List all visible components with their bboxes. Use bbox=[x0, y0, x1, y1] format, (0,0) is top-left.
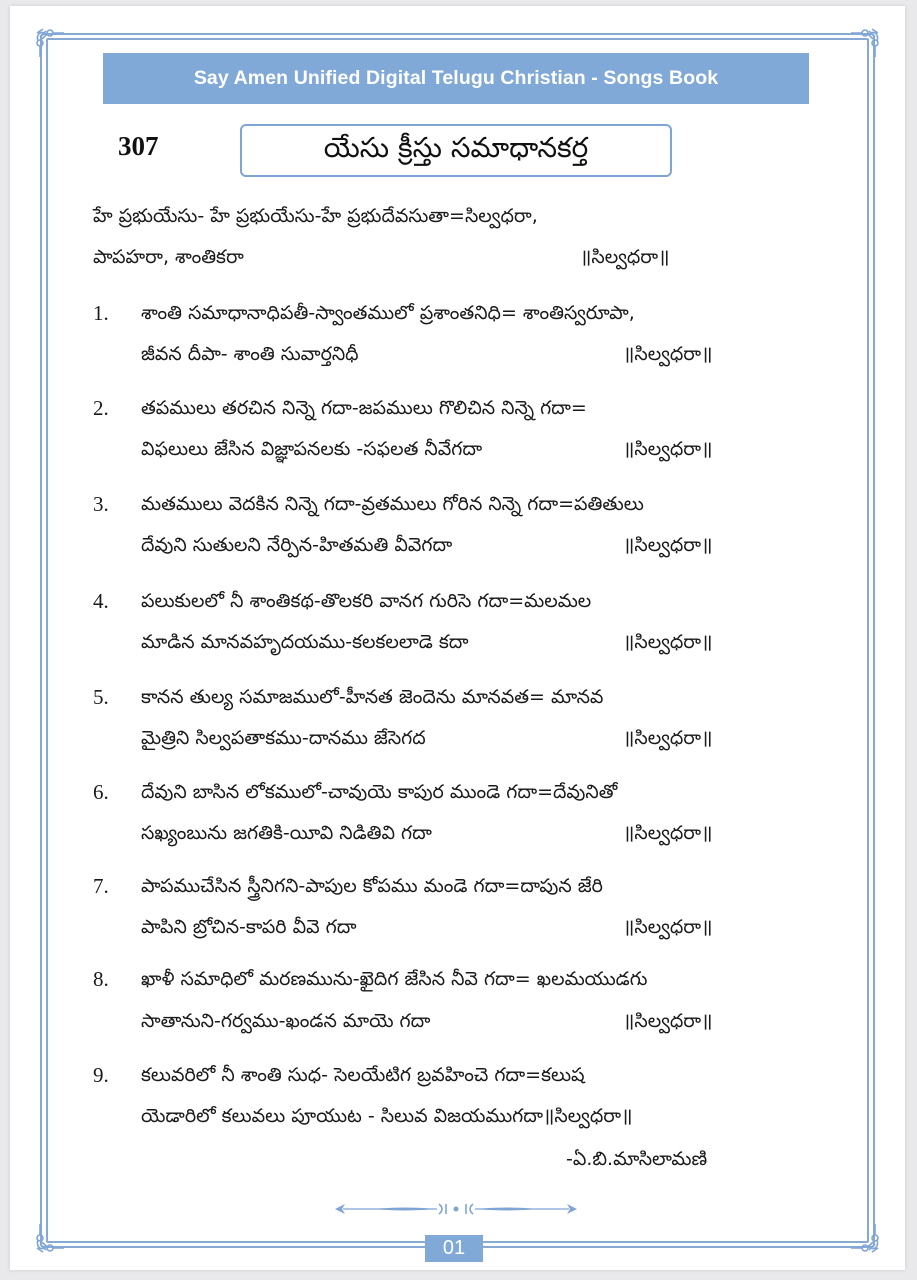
verse-line: కలువరిలో నీ శాంతి సుధ- సెలయేటిగ బ్రవహించె గదా=కలుష bbox=[141, 1064, 585, 1086]
verse-line: తపములు తరచిన నిన్నె గదా-జపములు గొలిచిన నిన్నె గదా= bbox=[141, 397, 587, 419]
verse-line: మాడిన మానవహృదయము-కలకలలాడె కదా bbox=[141, 631, 469, 653]
verse-line: యెడారిలో కలువలు పూయుట - సిలువ విజయముగదా॥సిల్వధరా॥ bbox=[141, 1105, 633, 1127]
song-number: 307 bbox=[118, 131, 159, 161]
verse-line: సాతానుని-గర్వము-ఖండన మాయె గదా bbox=[141, 1010, 431, 1032]
verse-number: 4. bbox=[93, 589, 109, 613]
verse-number: 1. bbox=[93, 301, 109, 325]
refrain-tag: ॥సిల్వధరా॥ bbox=[623, 631, 713, 653]
verse-number: 5. bbox=[93, 685, 109, 709]
verse-line: మైత్రిని సిల్వపతాకము-దానము జేసెగద bbox=[141, 727, 426, 749]
refrain-tag: ॥సిల్వధరా॥ bbox=[623, 916, 713, 938]
verse-number: 2. bbox=[93, 396, 109, 420]
verse-line: దేవుని బాసిన లోకములో-చావుయె కాపుర ముండె గదా=దేవునితో bbox=[141, 781, 618, 803]
page-number bbox=[425, 1235, 483, 1262]
verse-number: 3. bbox=[93, 492, 109, 516]
refrain-tag: ॥సిల్వధరా॥ bbox=[623, 822, 713, 844]
verse-line: కానన తుల్య సమాజములో-హీనత జెందెను మానవత= మానవ bbox=[141, 686, 604, 708]
verse-line: మతములు వెదకిన నిన్నె గదా-వ్రతములు గోరిన నిన్నె గదా=పతితులు bbox=[141, 493, 644, 515]
verse-line: పాపిని బ్రోచిన-కాపరి వీవె గదా bbox=[141, 916, 357, 938]
corner-flourish-icon bbox=[847, 1220, 881, 1254]
verse-line: జీవన దీపా- శాంతి సువార్తనిధీ bbox=[141, 343, 359, 365]
corner-flourish-icon bbox=[34, 1220, 68, 1254]
refrain-tag: ॥సిల్వధరా॥ bbox=[623, 534, 713, 556]
song-title-box bbox=[240, 124, 672, 177]
refrain-line: పాపహరా, శాంతికరా bbox=[93, 246, 244, 268]
verse-line: విఫలులు జేసిన విజ్ఞాపనలకు -సఫలత నీవేగదా bbox=[141, 438, 483, 460]
divider-ornament-icon bbox=[333, 1198, 579, 1220]
corner-flourish-icon bbox=[847, 27, 881, 61]
verse-line: పాపముచేసిన స్త్రీనిగని-పాపుల కోపము మండె గదా=దాపున జేరి bbox=[141, 875, 603, 897]
refrain-line: హే ప్రభుయేసు- హే ప్రభుయేసు-హే ప్రభుదేవసుతా=సిల్వధరా, bbox=[93, 205, 538, 227]
verse-line: సఖ్యంబును జగతికి-యీవి నిడితివి గదా bbox=[141, 822, 432, 844]
verse-line: దేవుని సుతులని నేర్పిన-హితమతి వీవెగదా bbox=[141, 534, 453, 556]
song-title: యేసు క్రీస్తు సమాధానకర్త bbox=[323, 130, 589, 164]
refrain-tag: ॥సిల్వధరా॥ bbox=[623, 1010, 713, 1032]
verse-number: 8. bbox=[93, 967, 109, 991]
verse-number: 6. bbox=[93, 780, 109, 804]
verse-line: శాంతి సమాధానాధిపతీ-స్వాంతములో ప్రశాంతనిధి= శాంతిస్వరూపా, bbox=[141, 302, 635, 324]
song-author: -ఏ.బి.మాసిలామణి bbox=[566, 1148, 708, 1170]
refrain-tag: ॥సిల్వధరా॥ bbox=[580, 246, 670, 268]
verse-line: ఖాళీ సమాధిలో మరణమును-ఖైదిగ జేసిన నీవె గదా= ఖలమయుడగు bbox=[141, 968, 648, 990]
corner-flourish-icon bbox=[34, 27, 68, 61]
refrain-tag: ॥సిల్వధరా॥ bbox=[623, 438, 713, 460]
page-number-label: 01 bbox=[442, 1237, 466, 1259]
songbook-banner bbox=[103, 53, 809, 104]
verse-line: పలుకులలో నీ శాంతికథ-తొలకరి వానగ గురిసె గదా=మలమల bbox=[141, 590, 592, 612]
refrain-tag: ॥సిల్వధరా॥ bbox=[623, 727, 713, 749]
verse-number: 9. bbox=[93, 1063, 109, 1087]
verse-number: 7. bbox=[93, 874, 109, 898]
refrain-tag: ॥సిల్వధరా॥ bbox=[623, 343, 713, 365]
banner-title: Say Amen Unified Digital Telugu Christian - Songs Book bbox=[193, 67, 719, 89]
